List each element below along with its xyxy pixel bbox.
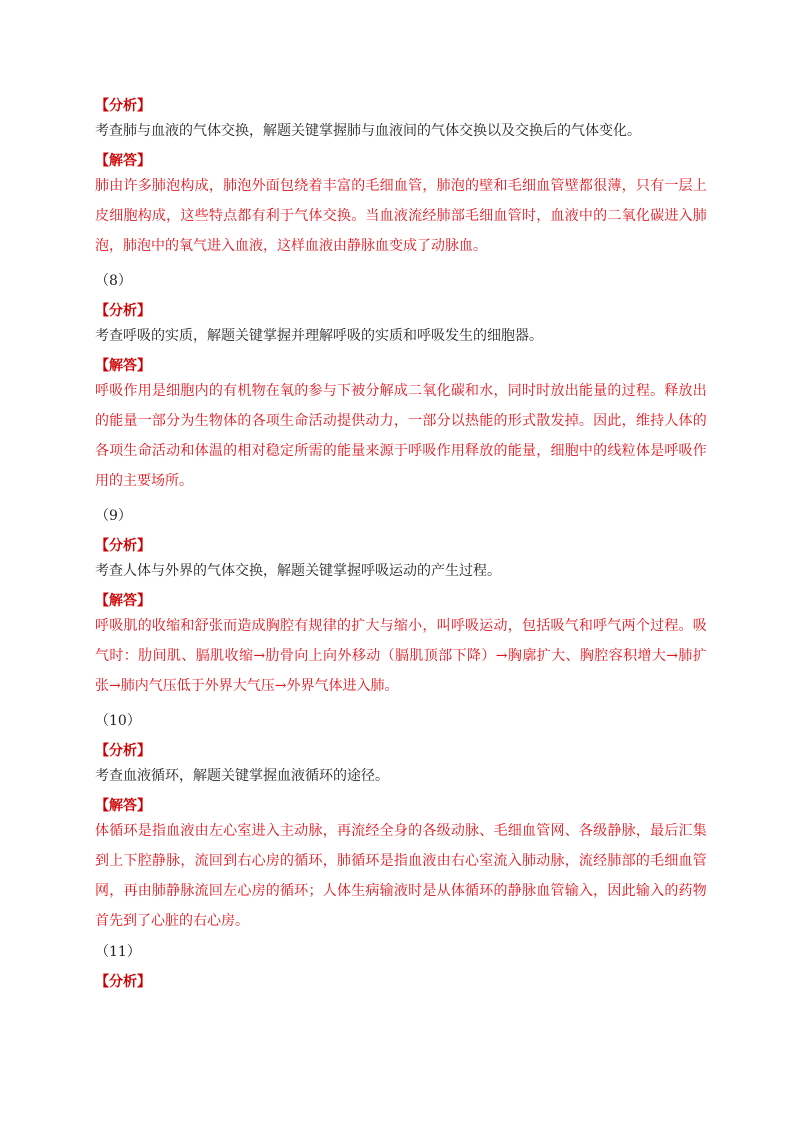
answer-block: [95, 381, 707, 491]
document-page: [95, 96, 707, 997]
answer-line: 呼吸肌的收缩和舒张而造成胸腔有规律的扩大与缩小，叫呼吸运动，包括吸气和呼气两个过程。吸: [95, 618, 707, 634]
analysis-text: 考查呼吸的实质，解题关键掌握并理解呼吸的实质和呼吸发生的细胞器。: [95, 328, 543, 344]
analysis-heading: 【分析】: [95, 538, 151, 554]
answer-line: 肺由许多肺泡构成，肺泡外面包绕着丰富的毛细血管，肺泡的壁和毛细血管壁都很薄，只有一层上: [95, 178, 707, 194]
answer-heading: 【解答】: [95, 358, 151, 374]
answer-heading: 【解答】: [95, 153, 151, 169]
analysis-heading: 【分析】: [95, 974, 151, 990]
question-number: （9）: [95, 508, 132, 524]
question-number: （8）: [95, 273, 132, 289]
question-number: （10）: [95, 713, 141, 729]
analysis-heading: 【分析】: [95, 98, 151, 114]
answer-block: [95, 616, 707, 696]
answer-line: 体循环是指血液由左心室进入主动脉，再流经全身的各级动脉、毛细血管网、各级静脉，最后汇集: [95, 823, 707, 839]
answer-heading: 【解答】: [95, 593, 151, 609]
answer-line: 网，再由肺静脉流回左心房的循环；人体生病输液时是从体循环的静脉血管输入，因此输入的药物: [95, 883, 707, 899]
answer-line: 呼吸作用是细胞内的有机物在氧的参与下被分解成二氧化碳和水，同时时放出能量的过程。释放出: [95, 383, 707, 399]
answer-line: 皮细胞构成，这些特点都有利于气体交换。当血液流经肺部毛细血管时，血液中的二氧化碳进入肺: [95, 208, 707, 224]
answer-line: 气时：肋间肌、膈肌收缩→肋骨向上向外移动（膈肌顶部下降）→胸廓扩大、胸腔容积增大→肺扩: [95, 648, 707, 664]
analysis-text: 考查人体与外界的气体交换，解题关键掌握呼吸运动的产生过程。: [95, 563, 501, 579]
answer-line: 各项生命活动和体温的相对稳定所需的能量来源于呼吸作用释放的能量，细胞中的线粒体是呼吸作: [95, 443, 707, 459]
analysis-heading: 【分析】: [95, 743, 151, 759]
answer-line: 首先到了心脏的右心房。: [95, 913, 249, 929]
answer-heading: 【解答】: [95, 798, 151, 814]
answer-line: 泡，肺泡中的氧气进入血液，这样血液由静脉血变成了动脉血。: [95, 238, 487, 254]
answer-line: 张→肺内气压低于外界大气压→外界气体进入肺。: [95, 678, 399, 694]
answer-block: [95, 821, 707, 931]
question-number: （11）: [95, 944, 141, 960]
analysis-text: 考查肺与血液的气体交换，解题关键掌握肺与血液间的气体交换以及交换后的气体变化。: [95, 123, 641, 139]
answer-line: 用的主要场所。: [95, 473, 193, 489]
analysis-text: 考查血液循环，解题关键掌握血液循环的途径。: [95, 768, 389, 784]
answer-line: 的能量一部分为生物体的各项生命活动提供动力，一部分以热能的形式散发掉。因此，维持人体的: [95, 413, 707, 429]
answer-line: 到上下腔静脉，流回到右心房的循环，肺循环是指血液由右心室流入肺动脉，流经肺部的毛细血管: [95, 853, 707, 869]
answer-block: [95, 176, 707, 256]
analysis-heading: 【分析】: [95, 303, 151, 319]
